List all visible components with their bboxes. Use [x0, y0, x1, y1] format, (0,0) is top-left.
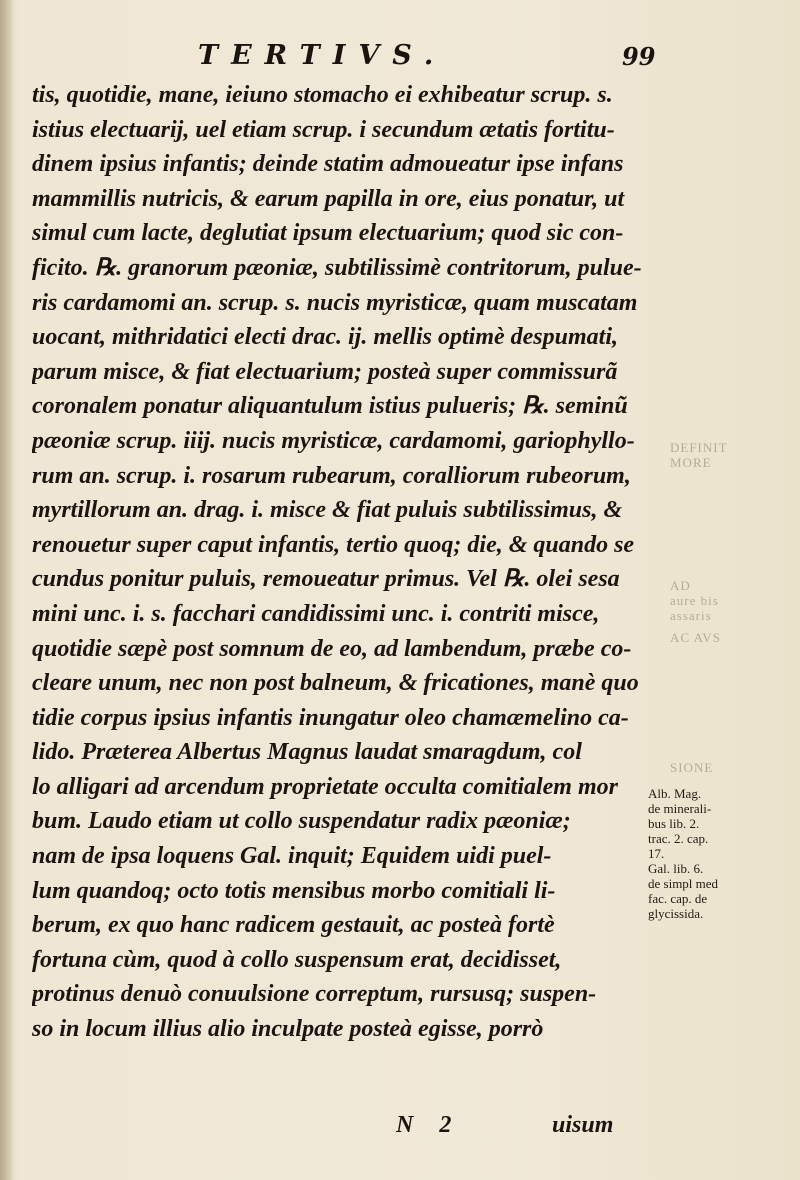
body-text: [32, 78, 647, 1047]
text-line: cundus ponitur puluis, remoueatur primus. Vel ℞. olei sesa: [32, 566, 620, 593]
catchword: uisum: [552, 1112, 614, 1138]
text-line: parum misce, & fiat electuarium; posteà super commissurã: [32, 358, 618, 385]
text-line: renouetur super caput infantis, tertio quoq; die, & quando se: [32, 531, 635, 558]
text-line: lo alligari ad arcendum proprietate occulta comitialem mor: [32, 773, 618, 800]
running-head: [0, 40, 800, 80]
text-line: mammillis nutricis, & earum papilla in ore, eius ponatur, ut: [32, 185, 625, 212]
text-line: ficito. ℞. granorum pæoniæ, subtilissimè contritorum, pulue-: [32, 254, 642, 281]
text-line: mini unc. i. s. facchari candidissimi unc. i. contriti misce,: [32, 600, 600, 627]
page-number: 99: [622, 42, 656, 71]
text-line: fortuna cùm, quod à collo suspensum erat, decidisset,: [32, 946, 562, 973]
bleed-through-text: SIONE: [670, 760, 714, 775]
bleed-through-text: AC AVS: [670, 630, 721, 645]
signature-mark: N 2: [396, 1112, 462, 1138]
text-line: tis, quotidie, mane, ieiuno stomacho ei exhibeatur scrup. s.: [32, 82, 613, 108]
text-line: pæoniæ scrup. iiij. nucis myristicæ, cardamomi, gariophyllo-: [32, 427, 635, 454]
text-line: rum an. scrup. i. rosarum rubearum, coralliorum rubeorum,: [32, 462, 631, 489]
text-line: protinus denuò conuulsione correptum, rursusq; suspen-: [32, 981, 597, 1008]
text-line: ris cardamomi an. scrup. s. nucis myristicæ, quam muscatam: [32, 289, 638, 316]
text-line: dinem ipsius infantis; deinde statim admoueatur ipse infans: [32, 151, 624, 178]
gutter-shadow: [0, 0, 14, 1180]
text-line: berum, ex quo hanc radicem gestauit, ac posteà fortè: [32, 912, 555, 939]
text-line: coronalem ponatur aliquantulum istius pulueris; ℞. seminũ: [32, 393, 628, 420]
text-line: bum. Laudo etiam ut collo suspendatur radix pæoniæ;: [32, 808, 571, 835]
bleed-through-text: DEFINIT MORE: [670, 440, 728, 470]
text-line: so in locum illius alio inculpate posteà egisse, porrò: [32, 1016, 544, 1043]
marginal-note: Alb. Mag. de minerali- bus lib. 2. trac. 2. cap. 17. Gal. lib. 6. de simpl med fac. cap. de glycissida.: [648, 786, 719, 921]
text-line: lido. Præterea Albertus Magnus laudat smaragdum, col: [32, 739, 582, 766]
text-line: myrtillorum an. drag. i. misce & fiat puluis subtilissimus, &: [32, 497, 623, 524]
running-title: TERTIVS.: [198, 40, 447, 71]
text-line: lum quandoq; octo totis mensibus morbo comitiali li-: [32, 877, 556, 904]
text-line: nam de ipsa loquens Gal. inquit; Equidem uidi puel-: [32, 843, 552, 870]
text-line: cleare unum, nec non post balneum, & fricationes, manè quo: [32, 670, 639, 697]
text-line: quotidie sæpè post somnum de eo, ad lambendum, præbe co-: [32, 635, 632, 662]
text-line: istius electuarij, uel etiam scrup. i secundum ætatis fortitu-: [32, 116, 615, 143]
text-line: tidie corpus ipsius infantis inungatur oleo chamæmelino ca-: [32, 704, 629, 731]
text-line: simul cum lacte, deglutiat ipsum electuarium; quod sic con-: [32, 220, 624, 247]
bleed-through-text: AD aure bis assaris: [670, 578, 719, 623]
text-line: uocant, mithridatici electi drac. ij. mellis optimè despumati,: [32, 324, 618, 351]
